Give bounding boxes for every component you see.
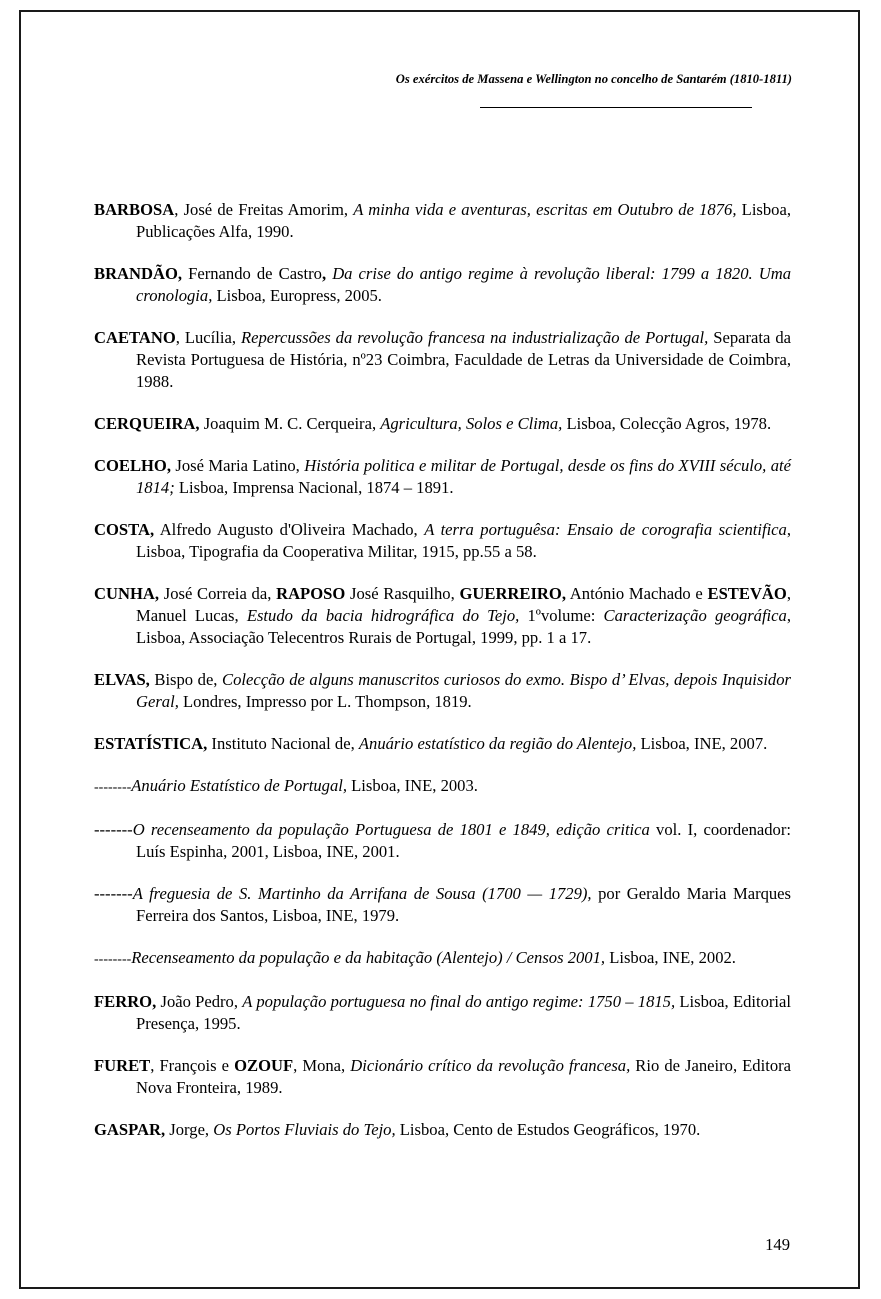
entry-title: O recenseamento da população Portuguesa de 1801 e 1849, edição critica (132, 820, 650, 839)
page-frame (19, 10, 860, 1289)
entry-title: História politica e militar de Portugal, desde os fins do XVIII século, até 1814; (136, 456, 791, 497)
entry-author: ESTATÍSTICA, (94, 734, 208, 753)
bibliography-entry (94, 519, 791, 563)
entry-author: ESTEVÃO (707, 584, 787, 603)
entry-author: FURET (94, 1056, 151, 1075)
entry-publication: Lisboa, Colecção Agros, 1978. (562, 414, 772, 433)
entry-details: Fernando de Castro (182, 264, 322, 283)
entry-author: CUNHA, (94, 584, 159, 603)
entry-author: FERRO, (94, 992, 157, 1011)
entry-details: , Lucília, (175, 328, 241, 347)
entry-details: Bispo de, (149, 670, 223, 689)
entry-title: A população portuguesa no final do antigo regime: 1750 – 1815, (242, 992, 676, 1011)
bibliography-entry (94, 883, 791, 927)
entry-author: BRANDÃO, (94, 264, 183, 283)
bibliography-entry (94, 947, 791, 971)
ditto-dash: ------- (94, 820, 133, 839)
bibliography-entry (94, 413, 791, 435)
entry-details: Joaquim M. C. Cerqueira, (199, 414, 381, 433)
entry-author: COSTA, (94, 520, 155, 539)
entry-author: COELHO, (94, 456, 171, 475)
bibliography-entry (94, 327, 791, 393)
entry-publication: Lisboa, Cento de Estudos Geográficos, 1970. (395, 1120, 701, 1139)
entry-details: António Machado e (565, 584, 708, 603)
bibliography-entry (94, 263, 791, 307)
entry-details: Instituto Nacional de, (207, 734, 359, 753)
entry-publication: Lisboa, Editorial Presença, 1995. (136, 992, 792, 1033)
entry-author: OZOUF (234, 1056, 294, 1075)
entry-details: , José de Freitas Amorim, (174, 200, 354, 219)
entry-publication: Separata da Revista Portuguesa de História, nº23 Coimbra, Faculdade de Letras da Universidade de Coimbra, 1988. (136, 328, 791, 391)
bibliography-entry (94, 819, 791, 863)
entry-title: Anuário Estatístico de Portugal, (131, 776, 348, 795)
entry-details: , François e (150, 1056, 235, 1075)
entry-title: Anuário estatístico da região do Alentejo, (358, 734, 637, 753)
entry-details: , Manuel Lucas, (136, 584, 791, 625)
bibliography-entry (94, 583, 791, 649)
entry-publication: Lisboa, INE, 2007. (636, 734, 768, 753)
bibliography-entry (94, 1119, 791, 1141)
ditto-dash: ------- (94, 884, 133, 903)
entry-publication: Lisboa, INE, 2003. (347, 776, 478, 795)
entry-publication: Lisboa, INE, 2002. (605, 948, 736, 967)
entry-author: CERQUEIRA, (94, 414, 200, 433)
entry-punctuation: , (321, 264, 327, 283)
entry-author: CAETANO (94, 328, 176, 347)
bibliography-entry (94, 199, 791, 243)
entry-title: Estudo da bacia hidrográfica do Tejo, (246, 606, 520, 625)
bibliography-entry (94, 775, 791, 799)
entry-author: BARBOSA (94, 200, 175, 219)
entry-author: GASPAR, (94, 1120, 166, 1139)
bibliography-list (94, 199, 791, 1161)
entry-details: , Mona, (293, 1056, 351, 1075)
entry-title: Colecção de alguns manuscritos curiosos do exmo. Bispo d’ Elvas, depois Inquisidor Geral, (136, 670, 791, 711)
entry-title: Da crise do antigo regime à revolução liberal: 1799 a 1820. Uma cronologia, (136, 264, 791, 305)
entry-publication: por Geraldo Maria Marques Ferreira dos Santos, Lisboa, INE, 1979. (136, 884, 792, 925)
bibliography-entry (94, 669, 791, 713)
entry-publication: Lisboa, Europress, 2005. (212, 286, 382, 305)
entry-title: Recenseamento da população e da habitação (Alentejo) / Censos 2001, (131, 948, 606, 967)
entry-title: A terra portuguêsa: Ensaio de corografia scientifica (424, 520, 787, 539)
entry-author: GUERREIRO, (459, 584, 566, 603)
entry-details: 1ºvolume: (519, 606, 604, 625)
entry-publication: Rio de Janeiro, Editora Nova Fronteira, 1989. (136, 1056, 792, 1097)
entry-title: A minha vida e aventuras, escritas em Outubro de 1876, (353, 200, 737, 219)
entry-publication: , Lisboa, Tipografia da Cooperativa Militar, 1915, pp.55 a 58. (136, 520, 792, 561)
bibliography-entry (94, 455, 791, 499)
entry-title: Repercussões da revolução francesa na industrialização de Portugal, (241, 328, 709, 347)
entry-details: José Correia da, (159, 584, 277, 603)
bibliography-entry (94, 991, 791, 1035)
entry-publication: Lisboa, Imprensa Nacional, 1874 – 1891. (174, 478, 454, 497)
bibliography-entry (94, 1055, 791, 1099)
ditto-dash: -------- (94, 780, 132, 795)
page-number: 149 (765, 1235, 790, 1254)
entry-title: Agricultura, Solos e Clima, (380, 414, 563, 433)
entry-publication: Londres, Impresso por L. Thompson, 1819. (178, 692, 472, 711)
entry-publication: Lisboa, Publicações Alfa, 1990. (136, 200, 791, 241)
entry-publication: , Lisboa, Associação Telecentros Rurais de Portugal, 1999, pp. 1 a 17. (136, 606, 791, 647)
entry-details: José Rasquilho, (345, 584, 460, 603)
entry-author: RAPOSO (276, 584, 346, 603)
entry-publication: vol. I, coordenador: Luís Espinha, 2001, Lisboa, INE, 2001. (136, 820, 791, 861)
entry-title: Caracterização geográfica (603, 606, 787, 625)
entry-details: Alfredo Augusto d'Oliveira Machado, (154, 520, 425, 539)
entry-title: A freguesia de S. Martinho da Arrifana de Sousa (1700 — 1729), (132, 884, 592, 903)
ditto-dash: -------- (94, 952, 132, 967)
entry-title: Os Portos Fluviais do Tejo, (213, 1120, 396, 1139)
entry-title: Dicionário crítico da revolução francesa, (350, 1056, 631, 1075)
bibliography-entry (94, 733, 791, 755)
running-header: Os exércitos de Massena e Wellington no concelho de Santarém (1810-1811) (395, 72, 792, 86)
entry-details: Jorge, (165, 1120, 214, 1139)
header-rule (480, 107, 752, 108)
entry-details: João Pedro, (156, 992, 243, 1011)
entry-details: José Maria Latino, (171, 456, 305, 475)
entry-author: ELVAS, (94, 670, 150, 689)
